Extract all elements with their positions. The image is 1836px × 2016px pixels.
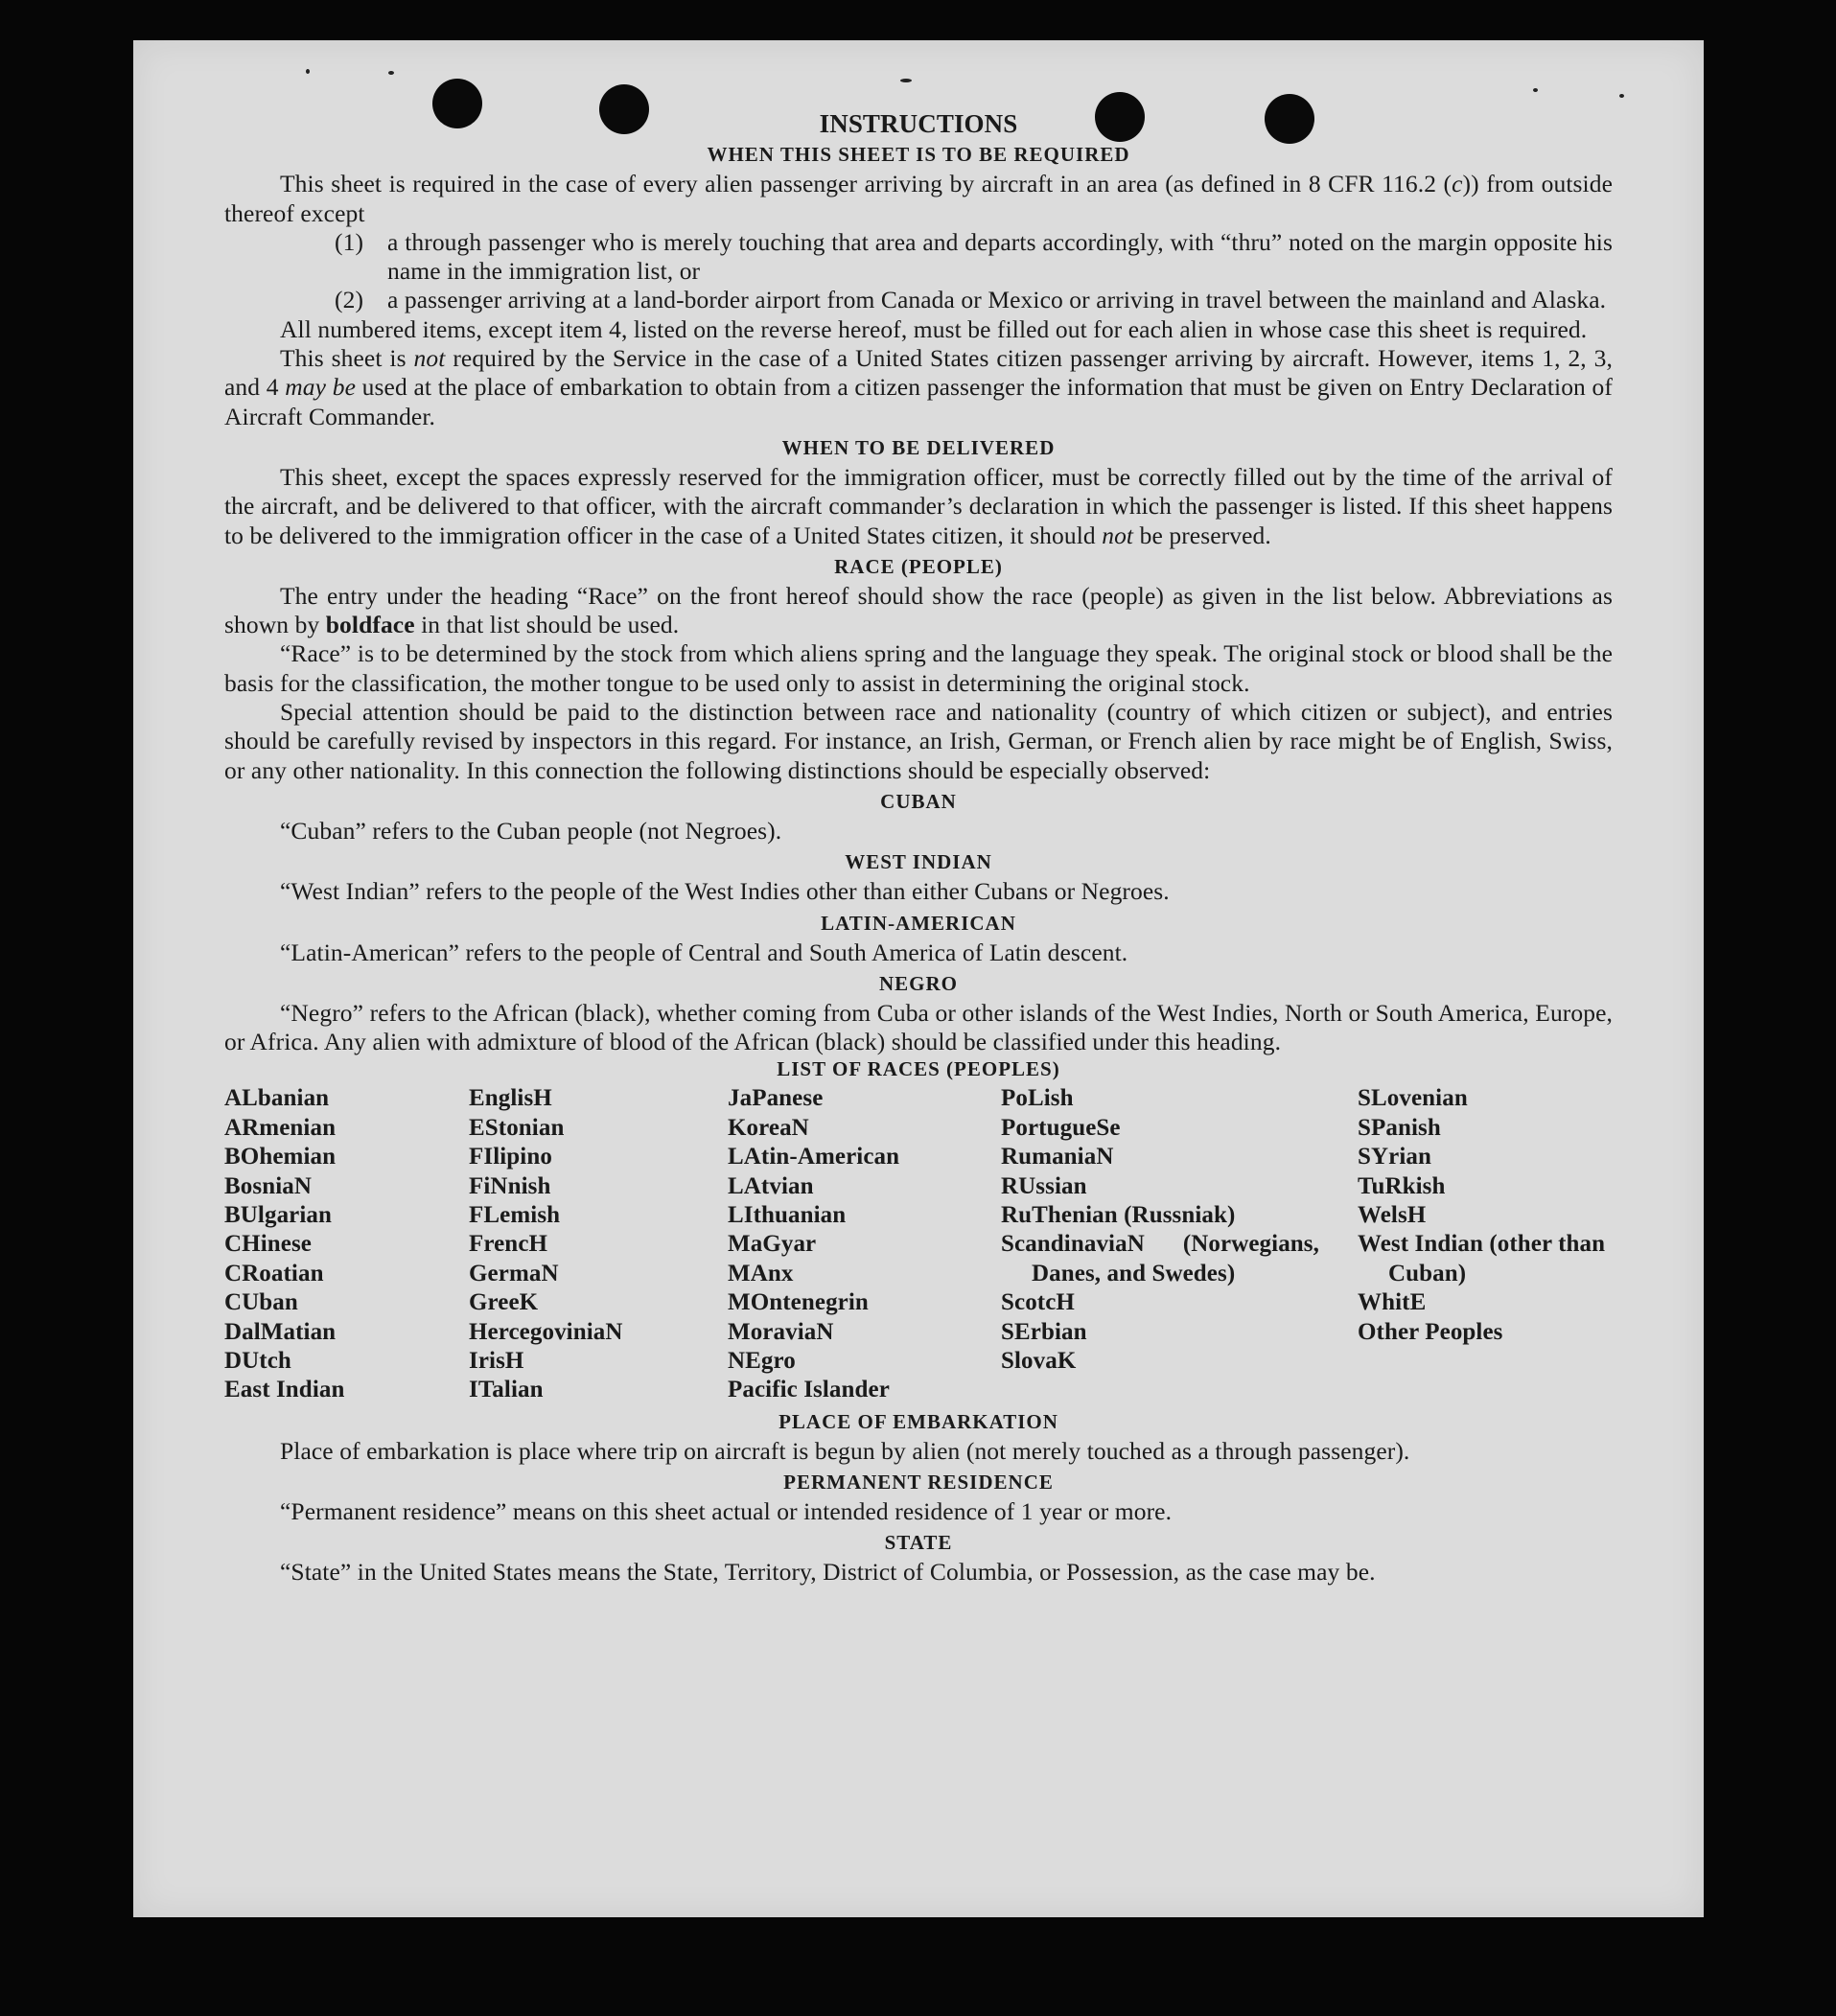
race-item: West Indian (other than Cuban): [1358, 1231, 1606, 1286]
race-item: BosniaN: [224, 1172, 313, 1199]
race-item: LAtvian: [728, 1172, 814, 1199]
heading-west-indian: WEST INDIAN: [845, 850, 992, 874]
race-item: KoreaN: [728, 1114, 809, 1141]
race-item: LAtin-American: [728, 1144, 900, 1170]
race-item: WhitE: [1358, 1289, 1427, 1316]
race-item: Other Peoples: [1358, 1318, 1503, 1345]
race-item: RuThenian (Russniak): [1001, 1202, 1236, 1229]
paragraph-embarkation: Place of embarkation is place where trip on aircraft is begun by alien (not merely touched as a through passenger).: [280, 1436, 1410, 1465]
paragraph-cuban: “Cuban” refers to the Cuban people (not Negroes).: [280, 816, 782, 845]
race-item: ALbanian: [224, 1085, 330, 1112]
paragraph-required-area: This sheet is required in the case of every alien passenger arriving by aircraft in an area (as defined in 8 CFR 116.2 (c)) from outside thereof except: [224, 170, 1614, 227]
race-item: WelsH: [1358, 1202, 1427, 1229]
instructions-content: [224, 109, 1613, 1587]
dust-speck: [1533, 88, 1538, 92]
race-item: BUlgarian: [224, 1202, 333, 1229]
race-item: GreeK: [469, 1289, 539, 1316]
document-sheet: [133, 40, 1704, 1917]
heading-negro: NEGRO: [878, 971, 958, 995]
race-item: EnglisH: [469, 1085, 552, 1112]
race-item: ITalian: [469, 1377, 544, 1403]
race-item: ScandinaviaN (Norwegians, Danes, and Swedes): [1001, 1231, 1319, 1286]
race-item: CUban: [224, 1289, 298, 1316]
race-item: FIlipino: [469, 1144, 552, 1170]
paragraph-state: “State” in the United States means the State, Territory, District of Columbia, or Possession, as the case may be.: [280, 1558, 1376, 1587]
heading-embarkation: PLACE OF EMBARKATION: [779, 1409, 1058, 1433]
race-item: CHinese: [224, 1231, 312, 1258]
heading-cuban: CUBAN: [880, 789, 957, 813]
race-item: ScotcH: [1001, 1289, 1075, 1316]
paragraph-citizen-passenger: This sheet is not required by the Service in the case of a United States citizen passenger arriving by aircraft. However, items 1, 2, 3, and 4 may be used at the place of embarkation to obtain from a citizen passenger the information that must be given on Entry Declaration of Aircraft Commander.: [224, 344, 1614, 430]
heading-latin-american: LATIN-AMERICAN: [821, 911, 1016, 935]
race-item: ARmenian: [224, 1114, 337, 1141]
heading-list-of-races: LIST OF RACES (PEOPLES): [777, 1057, 1060, 1081]
race-item: PortugueSe: [1001, 1114, 1121, 1141]
race-column-1: [224, 1084, 469, 1404]
race-item: DUtch: [224, 1348, 291, 1375]
race-item: MaGyar: [728, 1231, 817, 1258]
race-item: Pacific Islander: [728, 1377, 890, 1403]
paragraph-negro: “Negro” refers to the African (black), whether coming from Cuba or other islands of the West Indies, North or South America, Europe, or Africa. Any alien with admixture of blood of the African (black) should be classified under this heading.: [224, 998, 1613, 1056]
race-item: MOntenegrin: [728, 1289, 869, 1316]
paragraph-numbered-items: All numbered items, except item 4, listed on the reverse hereof, must be filled out for each alien in whose case this sheet is required.: [280, 314, 1588, 343]
race-item: GermaN: [469, 1260, 559, 1286]
race-item: DalMatian: [224, 1318, 337, 1345]
exception-text: a through passenger who is merely touching that area and departs accordingly, with “thru” noted on the margin opposite his name in the immigration list, or: [387, 227, 1613, 286]
race-item: SPanish: [1358, 1114, 1441, 1141]
document-title: INSTRUCTIONS: [819, 109, 1018, 138]
heading-race: RACE (PEOPLE): [834, 554, 1003, 578]
race-item: MoraviaN: [728, 1318, 834, 1345]
dust-speck: [900, 79, 912, 82]
exception-number: (2): [335, 286, 364, 314]
race-column-2: [469, 1084, 728, 1404]
heading-when-required: WHEN THIS SHEET IS TO BE REQUIRED: [707, 143, 1130, 167]
race-item: SlovaK: [1001, 1348, 1077, 1375]
race-column-3: [728, 1084, 1001, 1404]
heading-permanent-residence: PERMANENT RESIDENCE: [783, 1471, 1054, 1495]
exception-item-1: [335, 228, 1613, 287]
paragraph-race-entry: The entry under the heading “Race” on the front hereof should show the race (people) as given in the list below. Abbreviations as shown by boldface in that list should be used.: [224, 581, 1613, 639]
paragraph-race-nationality: Special attention should be paid to the distinction between race and nationality (country of which citizen or subject), and entries should be carefully revised by inspectors in this regard. For instance, an Irish, German, or French alien by race might be of English, Swiss, or any other nationality. In this connection the following distinctions should be especially observed:: [224, 698, 1613, 784]
paragraph-west-indian: “West Indian” refers to the people of the West Indies other than either Cubans or Negroes.: [280, 877, 1170, 906]
race-item: NEgro: [728, 1348, 796, 1375]
paragraph-latin-american: “Latin-American” refers to the people of Central and South America of Latin descent.: [280, 938, 1128, 966]
race-item: IrisH: [469, 1348, 524, 1375]
race-column-4: [1001, 1084, 1358, 1404]
paragraph-delivery: This sheet, except the spaces expressly reserved for the immigration officer, must be correctly filled out by the time of the arrival of the aircraft, and be delivered to that officer, with the aircraft commander’s declaration in which the passenger is listed. If this sheet happens to be delivered to the immigration officer in the case of a United States citizen, it should not be preserved.: [224, 462, 1613, 549]
race-item: RUssian: [1001, 1172, 1087, 1199]
race-item: FiNnish: [469, 1172, 551, 1199]
race-item: HercegoviniaN: [469, 1318, 623, 1345]
race-item: FLemish: [469, 1202, 561, 1229]
race-item: PoLish: [1001, 1085, 1074, 1112]
race-item: JaPanese: [728, 1085, 824, 1112]
race-item: East Indian: [224, 1377, 345, 1403]
race-item: EStonian: [469, 1114, 565, 1141]
paragraph-race-definition: “Race” is to be determined by the stock from which aliens spring and the language they speak. The original stock or blood shall be the basis for the classification, the mother tongue to be used only to assist in determining the original stock.: [224, 639, 1613, 697]
race-item: MAnx: [728, 1260, 794, 1286]
dust-speck: [1619, 94, 1624, 98]
dust-speck: [306, 69, 310, 74]
race-item: FrencH: [469, 1231, 548, 1258]
exception-item-2: [335, 286, 1613, 314]
race-item: SLovenian: [1358, 1085, 1468, 1112]
exception-text: a passenger arriving at a land-border airport from Canada or Mexico or arriving in travel between the mainland and Alaska.: [387, 286, 1607, 314]
race-item: LIthuanian: [728, 1202, 847, 1229]
race-list: [224, 1084, 1613, 1404]
race-item: CRoatian: [224, 1260, 324, 1286]
exception-number: (1): [335, 227, 364, 256]
race-item: BOhemian: [224, 1144, 337, 1170]
dust-speck: [388, 71, 394, 75]
heading-state: STATE: [884, 1531, 953, 1555]
heading-when-delivered: WHEN TO BE DELIVERED: [781, 435, 1056, 459]
race-item: RumaniaN: [1001, 1144, 1114, 1170]
race-item: SErbian: [1001, 1318, 1087, 1345]
race-item: SYrian: [1358, 1144, 1432, 1170]
race-item: TuRkish: [1358, 1172, 1446, 1199]
race-column-5: [1358, 1084, 1613, 1404]
paragraph-permanent-residence: “Permanent residence” means on this sheet actual or intended residence of 1 year or more.: [280, 1497, 1173, 1526]
